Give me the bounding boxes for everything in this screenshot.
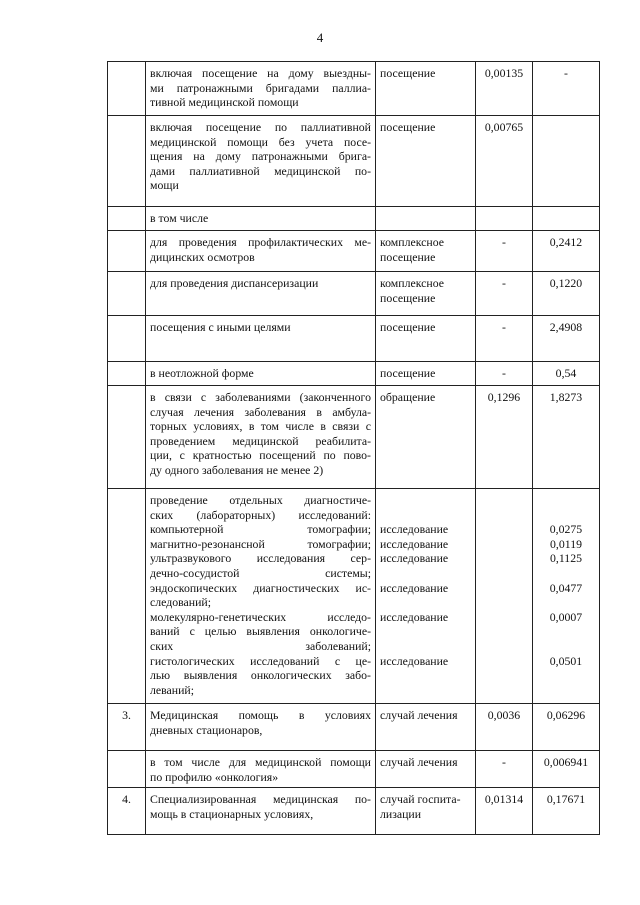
row-number-cell [108, 231, 146, 272]
table-row [108, 207, 600, 231]
cell-line: 0,0501 [549, 653, 583, 668]
cell-line: 0,0007 [549, 609, 583, 624]
table-row [108, 316, 600, 362]
row-number-cell [108, 116, 146, 207]
cell-line: 0,0477 [549, 580, 583, 595]
cell-line: медицинской помощи без учета посе- [150, 134, 371, 149]
cell-line: в связи с заболеваниями (законченного [150, 390, 371, 404]
cell-line: включая посещение на дому выездны- [150, 66, 371, 80]
cell-line: торных условиях, в том числе в связи с [150, 419, 371, 434]
cell-line: ции, с кратностью посещений по пово- [150, 448, 371, 463]
unit-cell [376, 751, 476, 788]
cell-line: дицинских осмотров [150, 249, 255, 264]
cell-line [537, 624, 595, 639]
cell-line: дневных стационаров, [150, 722, 263, 737]
value-1-cell: - [476, 272, 533, 316]
row-number-cell [108, 316, 146, 362]
unit-cell [376, 272, 476, 316]
unit-cell [376, 116, 476, 207]
row-number-cell: 4. [108, 788, 146, 835]
cell-line: магнитно-резонансной томографии; [150, 536, 371, 551]
unit-cell [376, 316, 476, 362]
cell-line: случая лечения заболевания в амбула- [150, 404, 371, 419]
description-cell [146, 704, 376, 751]
cell-line: случай лечения [380, 708, 458, 722]
cell-line: тивной медицинской помощи [150, 95, 299, 110]
table-row [108, 362, 600, 386]
description-cell [146, 362, 376, 386]
cell-line: включая посещение по паллиативной [150, 120, 371, 134]
table-body [108, 62, 600, 835]
cell-line: в том числе для медицинской помощи [150, 755, 371, 769]
cell-line [380, 595, 471, 610]
description-cell [146, 489, 376, 704]
unit-cell [376, 788, 476, 835]
value-2-cell: 0,17671 [533, 788, 600, 835]
cell-line: посещение [380, 320, 436, 334]
cell-line: обращение [380, 390, 436, 404]
cell-line: ваний с целью выявления онкологиче- [150, 624, 371, 639]
cell-line [380, 493, 471, 508]
cell-line: ских (лабораторных) исследований: [150, 507, 371, 522]
description-cell [146, 788, 376, 835]
table-row [108, 116, 600, 207]
cell-line: проведением медицинской реабилита- [150, 433, 371, 448]
cell-line: лизации [380, 806, 422, 821]
description-cell [146, 316, 376, 362]
unit-cell [376, 704, 476, 751]
value-2-cell [533, 489, 600, 704]
row-number-cell [108, 362, 146, 386]
cell-line: исследование [380, 551, 449, 566]
cell-line: исследование [380, 536, 449, 551]
description-cell [146, 231, 376, 272]
cell-line: ультразвукового исследования сер- [150, 551, 371, 566]
unit-cell [376, 362, 476, 386]
description-cell [146, 386, 376, 489]
data-table [107, 61, 600, 835]
cell-line: 0,1125 [549, 551, 582, 566]
table-row [108, 272, 600, 316]
row-number-cell [108, 751, 146, 788]
cell-line: для проведения профилактических ме- [150, 235, 371, 249]
cell-line: случай госпита- [380, 792, 461, 807]
cell-line: исследование [380, 653, 449, 668]
cell-line [537, 493, 595, 508]
cell-line: мощь в стационарных условиях, [150, 806, 314, 821]
value-2-cell [533, 116, 600, 207]
value-1-cell: 0,01314 [476, 788, 533, 835]
cell-line: Специализированная медицинская по- [150, 792, 371, 807]
cell-line [380, 624, 471, 639]
description-cell [146, 116, 376, 207]
cell-line: гистологических исследований с це- [150, 653, 371, 668]
cell-line: в том числе [150, 211, 209, 225]
unit-cell [376, 386, 476, 489]
cell-line: компьютерной томографии; [150, 522, 371, 537]
cell-line: лью выявления онкологических забо- [150, 668, 371, 683]
cell-line [380, 639, 471, 654]
table-row [108, 704, 600, 751]
table-row [108, 62, 600, 116]
cell-line: Медицинская помощь в условиях [150, 708, 371, 722]
row-number-cell: 3. [108, 704, 146, 751]
cell-line: комплексное [380, 235, 444, 249]
value-2-cell: 0,06296 [533, 704, 600, 751]
cell-line [537, 595, 595, 610]
row-number-cell [108, 207, 146, 231]
description-cell [146, 751, 376, 788]
unit-cell [376, 62, 476, 116]
description-cell [146, 62, 376, 116]
description-cell [146, 272, 376, 316]
cell-line: посещение [380, 249, 436, 264]
cell-line: леваний; [150, 682, 194, 697]
cell-line: проведение отдельных диагностиче- [150, 493, 371, 507]
cell-line [537, 508, 595, 523]
value-2-cell: 0,2412 [533, 231, 600, 272]
cell-line [380, 566, 471, 581]
value-1-cell [476, 207, 533, 231]
cell-line: в неотложной форме [150, 366, 254, 380]
value-2-cell: 0,54 [533, 362, 600, 386]
value-2-cell: 0,006941 [533, 751, 600, 788]
cell-line: дечно-сосудистой системы; [150, 565, 371, 580]
value-1-cell: 0,00135 [476, 62, 533, 116]
value-1-cell: 0,00765 [476, 116, 533, 207]
cell-line: по профилю «онкология» [150, 769, 279, 784]
value-1-cell: - [476, 231, 533, 272]
cell-line: эндоскопических диагностических ис- [150, 580, 371, 595]
cell-line: посещения с иными целями [150, 320, 291, 334]
value-2-cell [533, 207, 600, 231]
cell-line: ду одного заболевания не менее 2) [150, 462, 324, 477]
value-2-cell: - [533, 62, 600, 116]
cell-line: дами паллиативной медицинской по- [150, 163, 371, 178]
cell-line: 0,0119 [549, 536, 582, 551]
cell-line: посещение [380, 120, 436, 134]
page-number: 4 [316, 30, 324, 45]
value-1-cell: - [476, 751, 533, 788]
cell-line: случай лечения [380, 755, 458, 769]
cell-line: исследование [380, 609, 449, 624]
table-row [108, 751, 600, 788]
table-row [108, 231, 600, 272]
row-number-cell [108, 62, 146, 116]
value-1-cell: 0,0036 [476, 704, 533, 751]
cell-line: молекулярно-генетических исследо- [150, 609, 371, 624]
unit-cell [376, 207, 476, 231]
unit-cell [376, 231, 476, 272]
cell-line: следований; [150, 595, 211, 610]
table-row [108, 788, 600, 835]
table-row [108, 386, 600, 489]
cell-line: комплексное [380, 276, 444, 290]
description-cell [146, 207, 376, 231]
cell-line: посещение [380, 366, 436, 380]
row-number-cell [108, 489, 146, 704]
cell-line: исследование [380, 522, 449, 537]
cell-line: 0,0275 [549, 522, 583, 537]
cell-line: мощи [150, 178, 179, 193]
cell-line: посещение [380, 66, 436, 80]
table-row [108, 489, 600, 704]
cell-line: исследование [380, 580, 449, 595]
cell-line [380, 508, 471, 523]
value-2-cell: 0,1220 [533, 272, 600, 316]
unit-cell [376, 489, 476, 704]
cell-line: ми патронажными бригадами паллиа- [150, 80, 371, 95]
cell-line: для проведения диспансеризации [150, 276, 319, 290]
value-1-cell: - [476, 316, 533, 362]
value-2-cell: 1,8273 [533, 386, 600, 489]
cell-line: щения на дому патронажными брига- [150, 149, 371, 164]
cell-line: посещение [380, 290, 436, 305]
value-1-cell: - [476, 362, 533, 386]
cell-line: ских заболеваний; [150, 638, 371, 653]
cell-line [537, 639, 595, 654]
row-number-cell [108, 272, 146, 316]
value-1-cell [476, 489, 533, 704]
row-number-cell [108, 386, 146, 489]
cell-line [537, 566, 595, 581]
value-1-cell: 0,1296 [476, 386, 533, 489]
value-2-cell: 2,4908 [533, 316, 600, 362]
